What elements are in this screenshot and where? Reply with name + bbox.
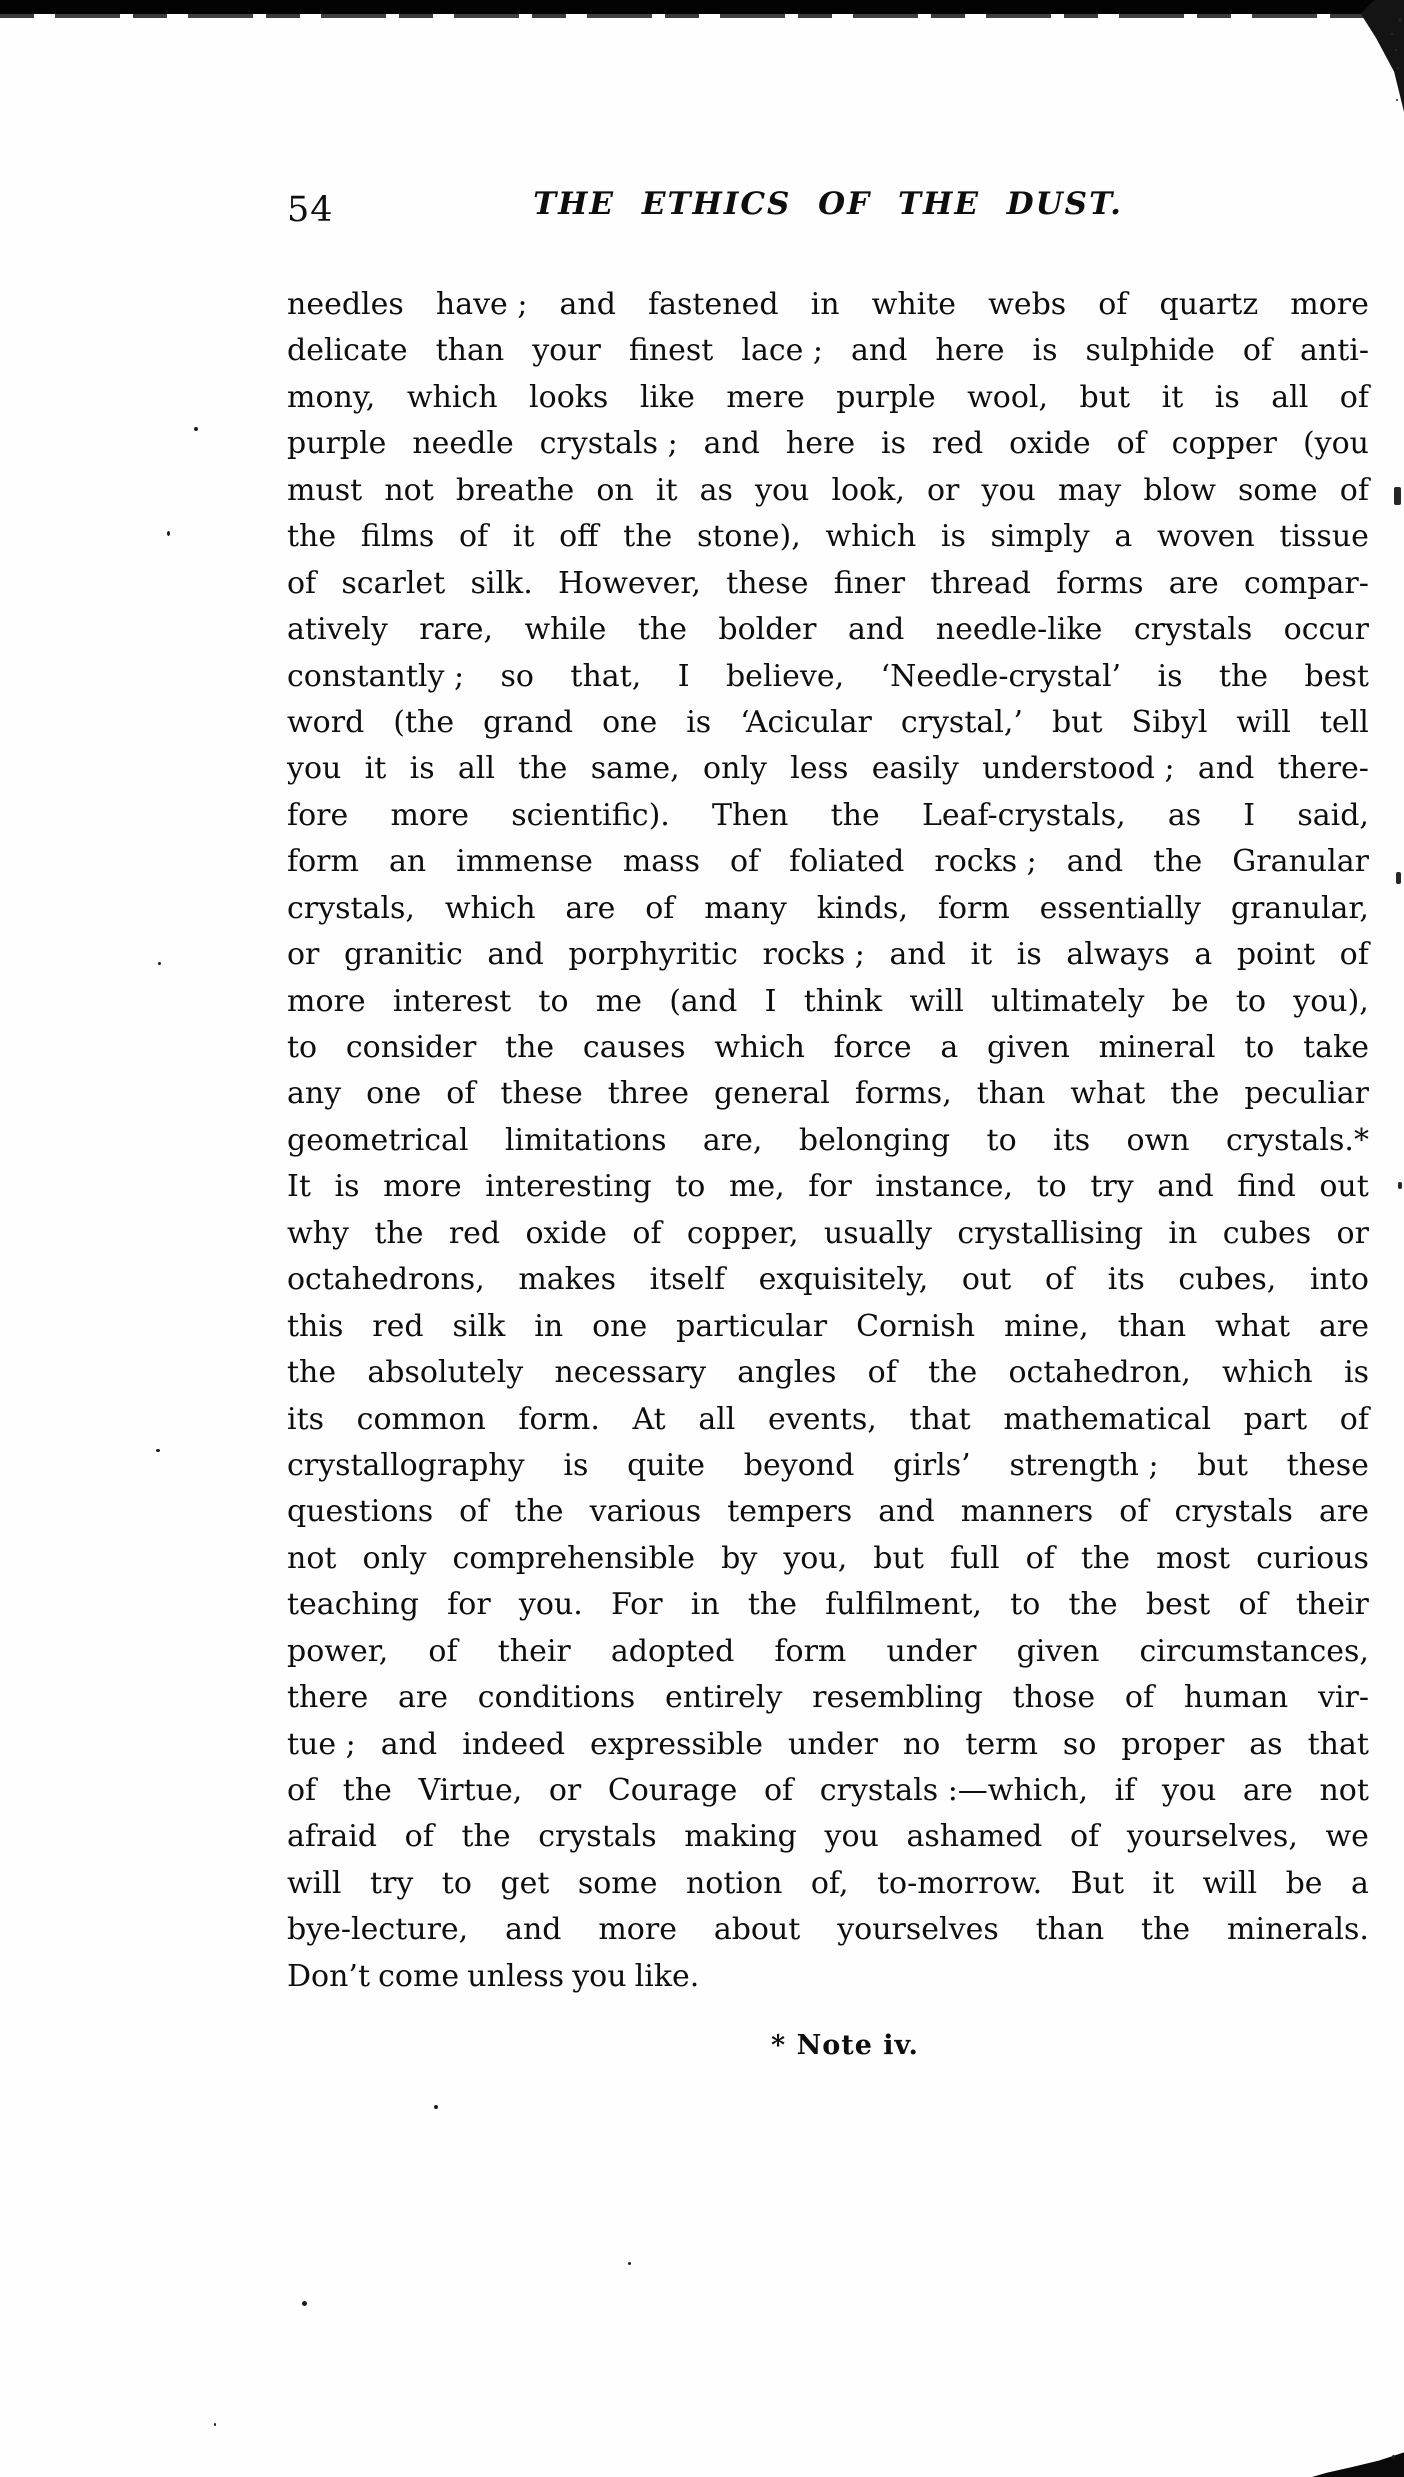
text-line: crystals, which are of many kinds, form essentially granular, [287,890,1369,926]
scan-speck [214,2423,216,2426]
text-line: tue ; and indeed expressible under no term so proper as that [287,1726,1369,1762]
page-number: 54 [287,190,334,230]
text-line: purple needle crystals ; and here is red oxide of copper (you [287,426,1369,462]
text-line: or granitic and porphyritic rocks ; and it is always a point of [287,937,1369,973]
text-line: must not breathe on it as you look, or you may blow some of [287,472,1369,508]
text-line: not only comprehensible by you, but full of the most curious [287,1540,1369,1576]
text-line: mony, which looks like mere purple wool, but it is all of [287,379,1369,415]
text-line: crystallography is quite beyond girls’ strength ; but these [287,1447,1369,1483]
text-line: form an immense mass of foliated rocks ; and the Granular [287,844,1369,880]
body-text [287,282,1369,2000]
text-line: teaching for you. For in the fulfilment, to the best of their [287,1587,1369,1623]
text-line: afraid of the crystals making you ashamed of yourselves, we [287,1819,1369,1855]
text-line: this red silk in one particular Cornish mine, than what are [287,1308,1369,1344]
text-line: geometrical limitations are, belonging to its own crystals.* [287,1122,1369,1158]
scan-speck [434,2105,438,2109]
text-line: the films of it off the stone), which is simply a woven tissue [287,519,1369,555]
text-line: the absolutely necessary angles of the octahedron, which is [287,1355,1369,1391]
scan-speck [1392,2455,1395,2459]
scan-speck [158,962,161,965]
scan-speck [167,531,170,536]
scan-speck [628,2262,631,2265]
scan-speck [194,427,198,431]
text-line: its common form. At all events, that mathematical part of [287,1401,1369,1437]
text-line: Don’t come unless you like. [287,1958,700,1994]
scan-specks-top-right [1398,18,1402,22]
scan-edge-top-ragged [0,14,1404,18]
text-line: to consider the causes which force a given mineral to take [287,1030,1369,1065]
footnote: * Note iv. [771,2030,919,2061]
text-line: questions of the various tempers and manners of crystals are [287,1494,1369,1530]
text-line: word (the grand one is ‘Acicular crystal,’ but Sibyl will tell [287,704,1369,740]
scan-edge-top-bar [0,0,1404,14]
text-line: atively rare, while the bolder and needle-like crystals occur [287,612,1369,648]
scan-speck [302,2301,307,2306]
text-line: needles have ; and fastened in white webs of quartz more [287,287,1369,322]
text-line: you it is all the same, only less easily understood ; and there- [287,751,1369,787]
scan-speck [156,1449,160,1452]
text-line: bye-lecture, and more about yourselves than the minerals. [287,1912,1369,1948]
scan-edge-mark [1394,487,1401,505]
text-line: of scarlet silk. However, these finer thread forms are compar- [287,565,1369,601]
text-line: why the red oxide of copper, usually crystallising in cubes or [287,1215,1369,1251]
text-line: any one of these three general forms, than what the peculiar [287,1076,1369,1112]
text-line: constantly ; so that, I believe, ‘Needle-crystal’ is the best [287,658,1369,694]
text-line: power, of their adopted form under given circumstances, [287,1633,1369,1669]
scan-edge-mark [1396,872,1401,884]
text-line: octahedrons, makes itself exquisitely, out of its cubes, into [287,1262,1369,1298]
text-line: It is more interesting to me, for instance, to try and find out [287,1169,1369,1205]
text-line: more interest to me (and I think will ultimately be to you), [287,983,1369,1019]
text-line: fore more scientific). Then the Leaf-crystals, as I said, [287,797,1369,833]
text-line: of the Virtue, or Courage of crystals :—which, if you are not [287,1773,1369,1808]
text-line: there are conditions entirely resembling those of human vir- [287,1680,1369,1716]
page-header [287,186,1369,232]
text-line: will try to get some notion of, to-morrow. But it will be a [287,1865,1369,1901]
scan-edge-mark [1398,1182,1402,1189]
text-line: delicate than your finest lace ; and here is sulphide of anti- [287,333,1369,369]
scan-corner-bottom-right [1312,2447,1404,2477]
running-title: THE ETHICS OF THE DUST. [533,186,1123,222]
